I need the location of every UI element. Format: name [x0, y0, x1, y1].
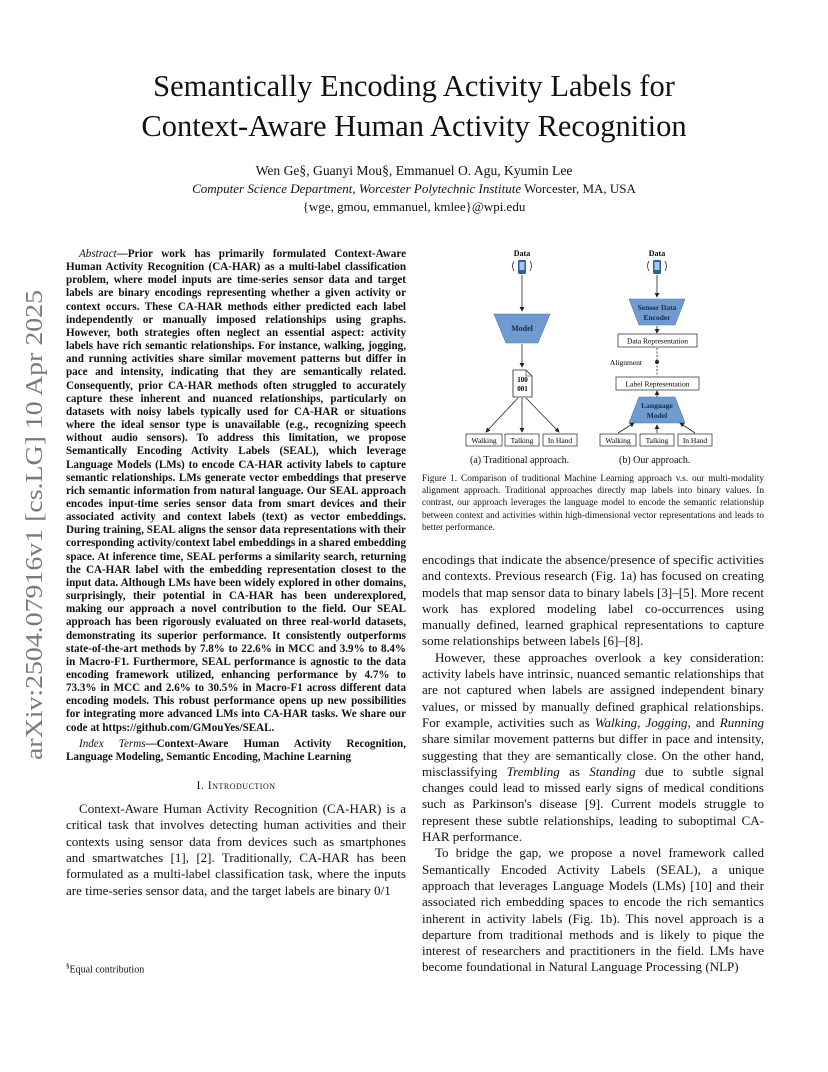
fig-b-data-label: Data	[648, 249, 666, 258]
p2-standing: Standing	[589, 763, 636, 779]
fig-b-label-inhand: In Hand	[682, 436, 708, 445]
fig-a-binary-bottom: 001	[517, 385, 528, 393]
right-paragraph-2: However, these approaches overlook a key consideration: activity labels have intrinsic, nuanced semantic relationships that are not captured when labels are assigned independent binary values, or missed by manually defined graphical relationships. For example, activities such as Walking, Jogging, and Running share similar movement patterns but differ in pace and intensity, suggesting that they are semantically close. On the other hand, misclassifying Trembling as Standing due to subtle signal changes could lead to missed early signs of medical conditions such as Parkinson's disease [9]. Current models struggle to represent these subtle relationships, leading to suboptimal CA-HAR performance.	[422, 649, 764, 845]
fig-b-phone-icon	[648, 260, 667, 274]
footnote-text: Equal contribution	[69, 964, 145, 976]
fig-a-phone-icon	[513, 260, 532, 274]
subcaption-a: (a) Traditional approach.	[470, 455, 570, 466]
fig-b-sensor-encoder-line1: Sensor Data	[637, 303, 677, 312]
figure-1	[458, 245, 734, 473]
p2-as: as	[559, 763, 590, 779]
section-heading: I. Introduction	[196, 778, 276, 793]
p2-trembling: Trembling	[506, 763, 560, 779]
intro-paragraph: Context-Aware Human Activity Recognition (CA-HAR) is a critical task that involves detecting human activities and their contexts using sensor data from devices such as smartphones and smartwatches [1], [2]. Traditionally, CA-HAR has been formulated as a multi-label classification task, where the inputs are time-series sensor data, and the target labels are binary 0/1	[66, 801, 406, 898]
footnote	[66, 960, 144, 976]
author-list: Wen Ge§, Guanyi Mou§, Emmanuel O. Agu, Kyumin Lee	[255, 163, 573, 178]
author-emails: {wge, gmou, emmanuel, kmlee}@wpi.edu	[302, 199, 526, 214]
fig-a-label-walking: Walking	[471, 436, 497, 445]
fig-b-label-walking: Walking	[605, 436, 631, 445]
index-terms	[66, 738, 406, 764]
title-line-2: Context-Aware Human Activity Recognition	[141, 109, 687, 143]
affiliation-place: Worcester, MA, USA	[524, 181, 636, 196]
p2-jogging: Jogging	[645, 714, 688, 730]
fig-a-data-label: Data	[513, 249, 531, 258]
arxiv-stamp-text: arXiv:2504.07916v1 [cs.LG] 10 Apr 2025	[21, 346, 48, 760]
affiliation-dept: Computer Science Department	[192, 181, 353, 196]
subcaption-b: (b) Our approach.	[619, 455, 691, 466]
fig-b-alignment-label: Alignment	[609, 358, 642, 367]
abstract	[66, 248, 406, 735]
fig-b-sensor-encoder-line2: Encoder	[643, 313, 671, 322]
p2-text-a: However, these approaches overlook a key consideration: activity labels have intrinsic, nuanced semantic relationships that are not captured when labels are assigned independent binary values, or missed by manually defined graphical relationships. For example, activities such as	[422, 649, 764, 730]
p2-text-c: due to subtle signal changes could lead to missed early signs of medical conditions such as Parkinson's disease [9]. Current models struggle to represent these subtle relationships, leading to suboptimal CA-HAR performance.	[422, 763, 764, 845]
fig-a-label-inhand: In Hand	[547, 436, 573, 445]
right-paragraph-3: To bridge the gap, we propose a novel framework called Semantically Encoded Activity Labels (SEAL), a unique approach that leverages Language Models (LMs) [10] and their associated rich embedding spaces to encode the rich semantics inherent in activity labels (Fig. 1b). This novel approach is a departure from traditional methods and is likely to pique the interest of researchers and practitioners in the field. LMs have become foundational in Natural Language Processing (NLP)	[422, 845, 764, 975]
fig-b-label-representation: Label Representation	[625, 379, 690, 389]
right-column	[422, 552, 764, 976]
fig-b-language-line1: Language	[641, 401, 673, 410]
fig-a-binary-top: 100	[517, 376, 528, 384]
affiliation-inst: Worcester Polytechnic Institute	[358, 181, 522, 196]
figure-caption: Figure 1. Comparison of traditional Machine Learning approach v.s. our multi-modality alignment approach. Traditional approaches directly map labels into binary values. In contrast, our approach leverages the language model to encode the semantic relationship between context and activities within high-dimensional vector representations and leads to better performance.	[422, 474, 764, 533]
abstract-label: Abstract	[79, 248, 117, 260]
affiliation: Computer Science Department, Worcester Polytechnic Institute Worcester, MA, USA	[192, 181, 636, 196]
paper-title	[60, 66, 768, 146]
p2-and: , and	[687, 714, 720, 730]
index-terms-label: Index Terms	[79, 737, 146, 750]
title-line-1: Semantically Encoding Activity Labels for	[153, 69, 675, 103]
arxiv-stamp	[18, 290, 48, 760]
fig-b-label-talking: Talking	[645, 436, 669, 445]
p2-running: Running	[719, 714, 764, 730]
fig-a-model-label: Model	[511, 324, 533, 333]
p2-text-b: share similar movement patterns but differ in pace and intensity, suggesting that they are semantically close. On the other hand, misclassifying	[422, 731, 764, 779]
fig-b-data-representation: Data Representation	[626, 336, 689, 346]
fig-a-label-talking: Talking	[510, 436, 534, 445]
p2-walking: Walking	[594, 714, 638, 730]
index-terms-text: —Context-Aware Human Activity Recognition, Language Modeling, Semantic Encoding, Machine Learning	[66, 737, 406, 763]
footnote-mark: §	[66, 962, 70, 970]
abstract-text: —Prior work has primarily formulated Context-Aware Human Activity Recognition (CA-HAR) as a multi-label classification problem, where model inputs are time-series sensor data and target labels are binary encodings representing whether a given activity or context occurs. These CA-HAR methods either predicted each label independently or manually imposed relationships using graphs. However, both strategies often neglect an essential aspect: activity labels have rich semantic relationships. For instance, walking, jogging, and running activities share similar movement patterns but differ in pace and intensity, indicating that they are semantically related. Consequently, prior CA-HAR methods often struggled to accurately capture these inherent and nuanced relationships, particularly on datasets with noisy labels typically used for CA-HAR or situations where the ideal sensor type is unavailable (e.g., recognizing speech without audio sensors). To address this limitation, we propose Semantically Encoding Activity Labels (SEAL), which leverage Language Models (LMs) to encode CA-HAR activity labels to capture semantic relationships. LMs generate vector embeddings that preserve rich semantic information from natural language. Our SEAL approach encodes input-time series sensor data from smart devices and their associated activity and context labels (text) as vector embeddings. During training, SEAL aligns the sensor data representations with their corresponding activity/context label embeddings in a shared embedding space. At inference time, SEAL performs a similarity search, returning the CA-HAR label with the embedding representation closest to the input data. Although LMs have been widely explored in other domains, surprisingly, their potential in CA-HAR has been underexplored, making our approach a novel contribution to the field. Our SEAL approach has been rigorously evaluated on three real-world datasets, demonstrating its superior performance. It consistently outperforms state-of-the-art methods by 7.8% to 22.6% in MCC and 3.9% to 8.4% in Macro-F1. Furthermore, SEAL performance is agnostic to the data encoding framework utilized, enhancing performance by 4.7% to 73.3% in MCC and 2.6% to 30.5% in Macro-F1 across different data encoding models. This robust performance opens up new possibilities for integrating more advanced LMs into CA-HAR tasks. We share our code at https://github.com/GMouYes/SEAL.	[66, 248, 406, 734]
fig-b-alignment-dot	[655, 360, 659, 364]
fig-b-language-line2: Model	[646, 411, 668, 420]
left-column	[66, 248, 406, 899]
right-paragraph-1: encodings that indicate the absence/presence of specific activities and contexts. Previous research (Fig. 1a) has focused on creating models that map sensor data to binary labels [3]–[5]. More recent work has explored modeling label co-occurrences using manually defined, learned graphical representations to capture some relationships between labels [6]–[8].	[422, 552, 764, 649]
